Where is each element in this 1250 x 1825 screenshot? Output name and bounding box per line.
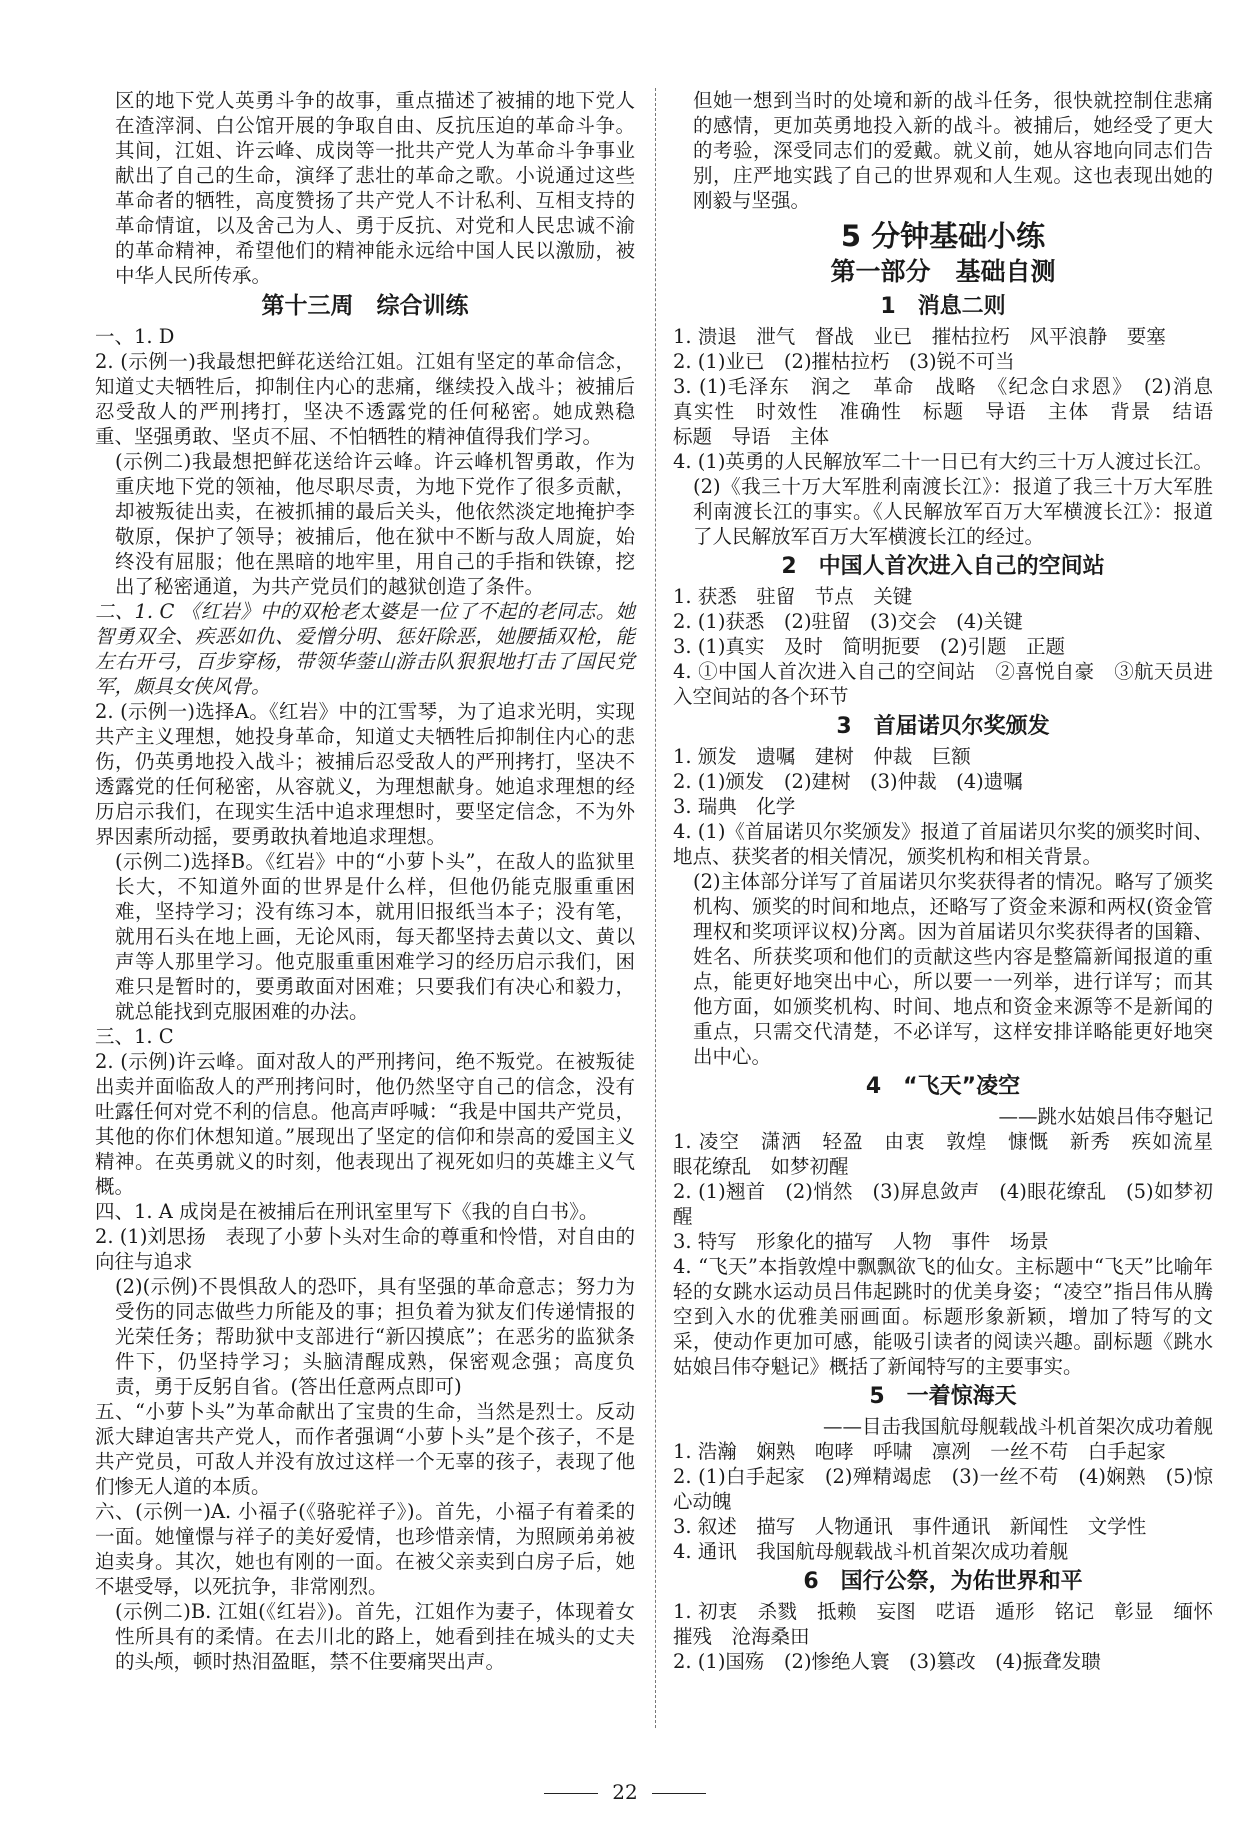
section-heading: 4 “飞天”凌空 (865, 1074, 1021, 1099)
answer-paragraph: 六、(示例一)A. 小福子(《骆驼祥子》)。首先，小福子有着柔的一面。她憧憬与祥子的美好爱情，也珍惜亲情，为照顾弟弟被迫卖身。其次，她也有刚的一面。在被父亲卖到白房子后，她不堪受辱，以死抗争，非常刚烈。 (95, 1500, 635, 1598)
answer-paragraph: 3. (1)真实 及时 简明扼要 (2)引题 正题 (673, 635, 1066, 658)
answer-paragraph: (2)《我三十万大军胜利南渡长江》：报道了我三十万大军胜利南渡长江的事实。《人民解放军百万大军横渡长江》：报道了人民解放军百万大军横渡长江的经过。 (693, 475, 1213, 548)
answer-paragraph: 2. (1)业已 (2)摧枯拉朽 (3)锐不可当 (673, 350, 1015, 373)
page-number-text: 22 (612, 1780, 638, 1804)
answer-paragraph: 2. (1)获悉 (2)驻留 (3)交会 (4)关键 (673, 610, 1023, 633)
answer-paragraph: 4. 通讯 我国航母舰载战斗机首架次成功着舰 (673, 1540, 1069, 1563)
answer-paragraph: 三、1. C (95, 1025, 174, 1048)
answer-paragraph: 3. 特写 形象化的描写 人物 事件 场景 (673, 1230, 1049, 1253)
section-heading: 第十三周 综合训练 (261, 293, 469, 319)
answer-paragraph: 但她一想到当时的处境和新的战斗任务，很快就控制住悲痛的感情，更加英勇地投入新的战斗。被捕后，她经受了更大的考验，深受同志们的爱戴。就义前，她从容地向同志们告别，庄严地实践了自己的世界观和人生观。这也表现出她的刚毅与坚强。 (693, 89, 1213, 212)
answer-paragraph: (示例二)我最想把鲜花送给许云峰。许云峰机智勇敢，作为重庆地下党的领袖，他尽职尽责，为地下党作了很多贡献，却被叛徒出卖，在被抓捕的最后关头，他依然淡定地掩护李敬原，保护了领导；被捕后，他在狱中不断与敌人周旋，始终没有屈服；他在黑暗的地牢里，用自己的手指和铁镣，挖出了秘密通道，为共产党员们的越狱创造了条件。 (115, 450, 635, 598)
section-heading: 2 中国人首次进入自己的空间站 (781, 554, 1105, 579)
section-heading: 第一部分 基础自测 (830, 257, 1056, 286)
answer-paragraph: 1. 获悉 驻留 节点 关键 (673, 585, 913, 608)
answer-paragraph: 二、1. C 《红岩》中的双枪老太婆是一位了不起的老同志。她智勇双全、疾恶如仇、爱憎分明、惩奸除恶，她腰插双枪，能左右开弓，百步穿杨，带领华蓥山游击队狠狠地打击了国民党军，颇具女侠风骨。 (95, 600, 635, 698)
answer-paragraph: 1. 初衷 杀戮 抵赖 妄图 呓语 遁形 铭记 彰显 缅怀 摧残 沧海桑田 (673, 1600, 1233, 1648)
answer-paragraph: 2. (1)翘首 (2)悄然 (3)屏息敛声 (4)眼花缭乱 (5)如梦初醒 (673, 1180, 1213, 1228)
answer-paragraph: 2. (1)国殇 (2)惨绝人寰 (3)篡改 (4)振聋发聩 (673, 1650, 1101, 1673)
answer-paragraph: 2. (1)颁发 (2)建树 (3)仲裁 (4)遗嘱 (673, 770, 1023, 793)
left-column (95, 88, 635, 1674)
answer-paragraph: (2)(示例)不畏惧敌人的恐吓，具有坚强的革命意志；努力为受伤的同志做些力所能及的事；担负着为狱友们传递情报的光荣任务；帮助狱中支部进行“新囚摸底”；在恶劣的监狱条件下，仍坚持学习；头脑清醒成熟，保密观念强；高度负责，勇于反躬自省。(答出任意两点即可) (115, 1275, 635, 1398)
column-divider (655, 88, 656, 1728)
section-heading: 6 国行公祭，为佑世界和平 (803, 1569, 1083, 1594)
answer-paragraph: 1. 凌空 潇洒 轻盈 由衷 敦煌 慷慨 新秀 疾如流星 眼花缭乱 如梦初醒 (673, 1130, 1233, 1178)
right-column (673, 88, 1233, 1674)
answer-paragraph: 2. (1)刘思扬 表现了小萝卜头对生命的尊重和怜惜，对自由的向往与追求 (95, 1225, 635, 1273)
answer-paragraph: 1. 浩瀚 娴熟 咆哮 呼啸 凛冽 一丝不苟 白手起家 (673, 1440, 1166, 1463)
page-number-dash-left (544, 1793, 598, 1794)
subtitle: ——跳水姑娘吕伟夺魁记 (998, 1105, 1213, 1128)
answer-paragraph: (2)主体部分详写了首届诺贝尔奖获得者的情况。略写了颁奖机构、颁奖的时间和地点，还略写了资金来源和两权(资金管理权和奖项评议权)分离。因为首届诺贝尔奖获得者的国籍、姓名、所获奖项和他们的贡献这些内容是整篇新闻报道的重点，能更好地突出中心，所以要一一列举，进行详写；而其他方面，如颁奖机构、时间、地点和资金来源等不是新闻的重点，只需交代清楚，不必详写，这样安排详略能更好地突出中心。 (693, 870, 1213, 1068)
page-number-dash-right (652, 1793, 706, 1794)
page (95, 88, 1233, 1768)
answer-paragraph: 一、1. D (95, 325, 175, 348)
answer-paragraph: 3. (1)毛泽东 润之 革命 战略 《纪念白求恩》 (2)消息 真实性 时效性 准确性 标题 导语 主体 背景 结语 标题 导语 主体 (673, 375, 1233, 448)
answer-paragraph: 2. (示例一)选择A。《红岩》中的江雪琴，为了追求光明，实现共产主义理想，她投身革命，知道丈夫牺牲后抑制住内心的悲伤，仍英勇地投入战斗；被捕后忍受敌人的严刑拷打，坚决不透露党的任何秘密，从容就义，为理想献身。她追求理想的经历启示我们，在现实生活中追求理想时，要坚定信念，不为外界因素所动摇，要勇敢执着地追求理想。 (95, 700, 635, 848)
section-heading: 1 消息二则 (880, 294, 1006, 319)
answer-paragraph: 4. (1)《首届诺贝尔奖颁发》报道了首届诺贝尔奖的颁奖时间、地点、获奖者的相关情况，颁奖机构和相关背景。 (673, 820, 1213, 868)
answer-paragraph: 4. ①中国人首次进入自己的空间站 ②喜悦自豪 ③航天员进入空间站的各个环节 (673, 660, 1213, 708)
answer-paragraph: 2. (示例一)我最想把鲜花送给江姐。江姐有坚定的革命信念，知道丈夫牺牲后，抑制住内心的悲痛，继续投入战斗；被捕后忍受敌人的严刑拷打，坚决不透露党的任何秘密。她成熟稳重、坚强勇敢、坚贞不屈、不怕牺牲的精神值得我们学习。 (95, 350, 635, 448)
answer-paragraph: 3. 叙述 描写 人物通讯 事件通讯 新闻性 文学性 (673, 1515, 1147, 1538)
answer-paragraph: (示例二)B. 江姐(《红岩》)。首先，江姐作为妻子，体现着女性所具有的柔情。在去川北的路上，她看到挂在城头的丈夫的头颅，顿时热泪盈眶，禁不住要痛哭出声。 (115, 1600, 635, 1673)
answer-paragraph: 3. 瑞典 化学 (673, 795, 796, 818)
answer-paragraph: 2. (1)白手起家 (2)殚精竭虑 (3)一丝不苟 (4)娴熟 (5)惊心动魄 (673, 1465, 1213, 1513)
answer-paragraph: 1. 颁发 遗嘱 建树 仲裁 巨额 (673, 745, 971, 768)
answer-paragraph: 4. (1)英勇的人民解放军二十一日已有大约三十万人渡过长江。 (673, 450, 1213, 473)
subtitle: ——目击我国航母舰载战斗机首架次成功着舰 (822, 1415, 1213, 1438)
answer-paragraph: 2. (示例)许云峰。面对敌人的严刑拷问，绝不叛党。在被叛徒出卖并面临敌人的严刑拷问时，他仍然坚守自己的信念，没有吐露任何对党不利的信息。他高声呼喊：“我是中国共产党员，其他的你们休想知道。”展现出了坚定的信仰和崇高的爱国主义精神。在英勇就义的时刻，他表现出了视死如归的英雄主义气概。 (95, 1050, 635, 1198)
section-heading: 5 分钟基础小练 (840, 219, 1046, 253)
answer-paragraph: (示例二)选择B。《红岩》中的“小萝卜头”，在敌人的监狱里长大，不知道外面的世界是什么样，但他仍能克服重重困难，坚持学习；没有练习本，就用旧报纸当本子；没有笔，就用石头在地上画，无论风雨，每天都坚持去黄以文、黄以声等人那里学习。他克服重重困难学习的经历启示我们，困难只是暂时的，要勇敢面对困难；只要我们有决心和毅力，就总能找到克服困难的办法。 (115, 850, 635, 1023)
answer-paragraph: 1. 溃退 泄气 督战 业已 摧枯拉朽 风平浪静 要塞 (673, 325, 1166, 348)
section-heading: 3 首届诺贝尔奖颁发 (836, 714, 1050, 739)
section-heading: 5 一着惊海天 (869, 1384, 1017, 1409)
answer-paragraph: 区的地下党人英勇斗争的故事，重点描述了被捕的地下党人在渣滓洞、白公馆开展的争取自由、反抗压迫的革命斗争。其间，江姐、许云峰、成岗等一批共产党人为革命斗争事业献出了自己的生命，演绎了悲壮的革命之歌。小说通过这些革命者的牺牲，高度赞扬了共产党人不计私利、互相支持的革命情谊，以及舍己为人、勇于反抗、对党和人民忠诚不渝的革命精神，希望他们的精神能永远给中国人民以激励，被中华人民所传承。 (115, 89, 635, 287)
answer-paragraph: 五、“小萝卜头”为革命献出了宝贵的生命，当然是烈士。反动派大肆迫害共产党人，而作者强调“小萝卜头”是个孩子，不是共产党员，可敌人并没有放过这样一个无辜的孩子，表现了他们惨无人道的本质。 (95, 1400, 635, 1498)
answer-paragraph: 4. “飞天”本指敦煌中飘飘欲飞的仙女。主标题中“飞天”比喻年轻的女跳水运动员吕伟起跳时的优美身姿；“凌空”指吕伟从腾空到入水的优雅美丽画面。标题形象新颖，增加了特写的文采，使动作更加可感，能吸引读者的阅读兴趣。副标题《跳水姑娘吕伟夺魁记》概括了新闻特写的主要事实。 (673, 1255, 1213, 1378)
page-number (0, 1780, 1250, 1804)
answer-paragraph: 四、1. A 成岗是在被捕后在刑讯室里写下《我的自白书》。 (95, 1200, 599, 1223)
